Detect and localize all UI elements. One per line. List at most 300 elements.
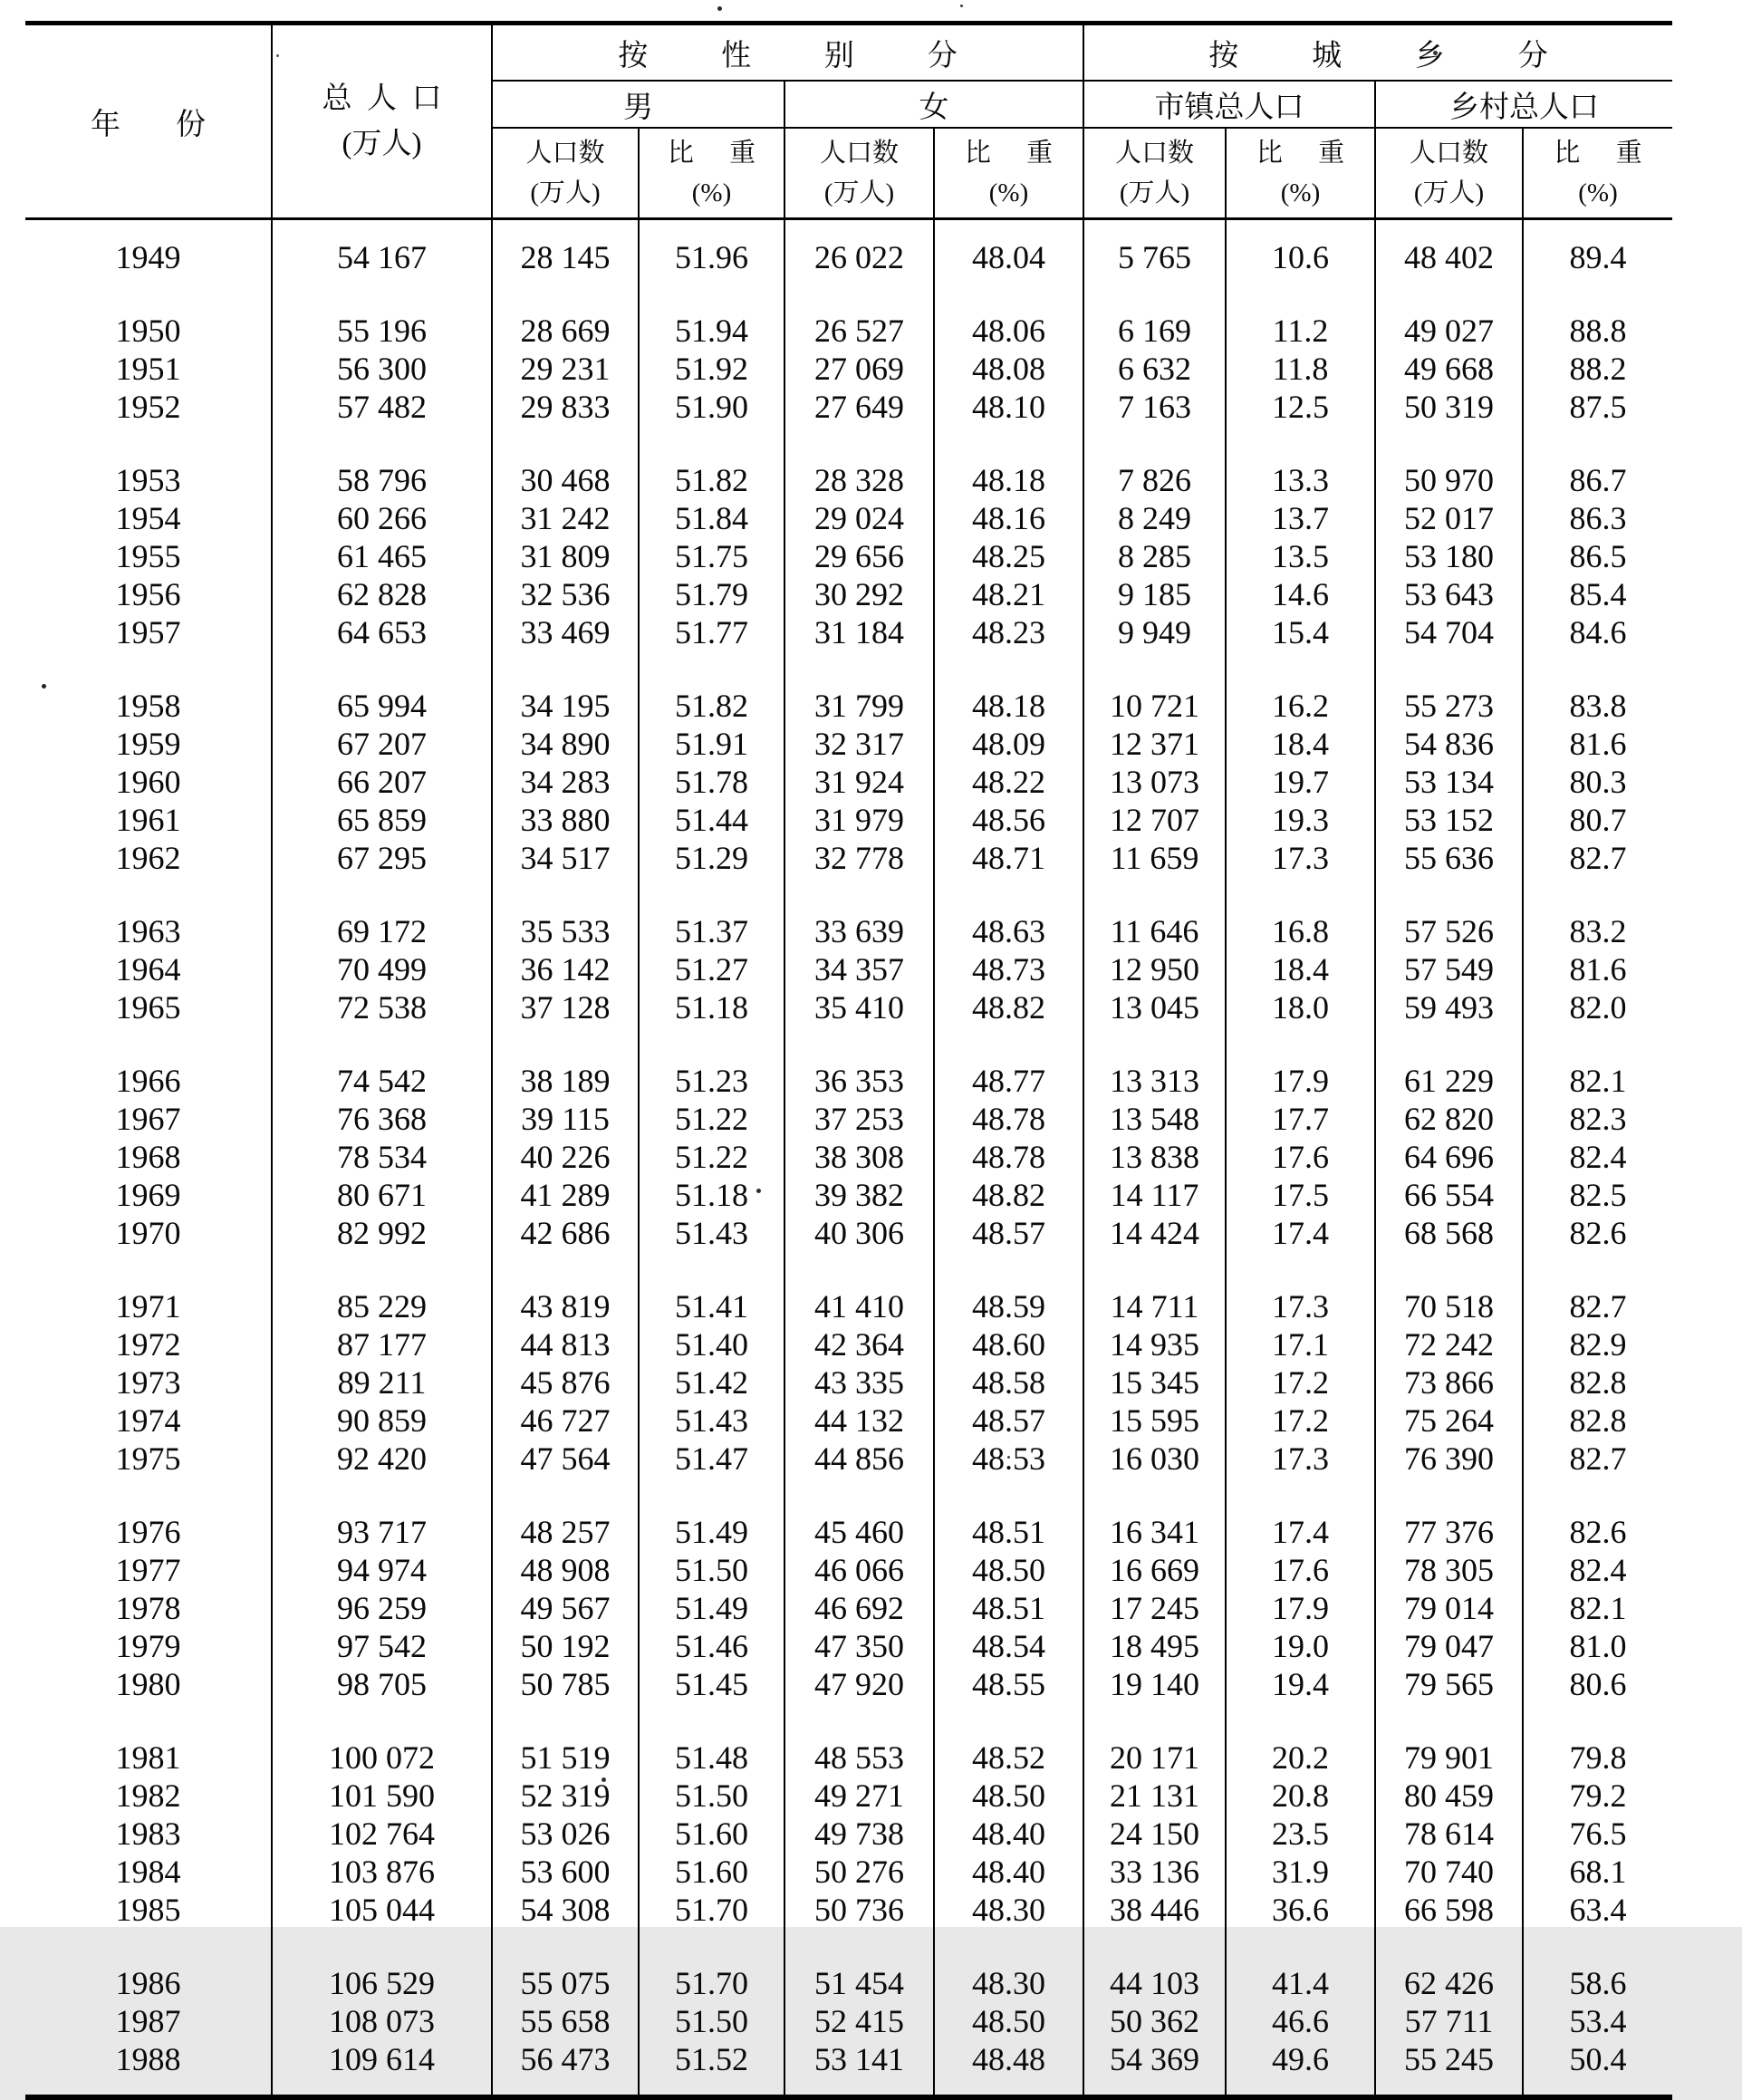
cell-value: 79.8	[1569, 1739, 1627, 1776]
table-row	[25, 1214, 1672, 1252]
cell-value: 45 460	[784, 1513, 934, 1551]
cell-value: 48.77	[934, 1062, 1083, 1100]
cell-value: 53 180	[1375, 537, 1523, 575]
cell-value: 79.2	[1569, 1777, 1627, 1814]
cell-value: 29 024	[784, 499, 934, 537]
spacer-cell	[1083, 2078, 1226, 2097]
spacer-cell	[272, 2078, 492, 2097]
cell-year: 1958	[25, 687, 272, 725]
cell-value: 51.22	[639, 1138, 784, 1176]
spacer-cell	[1523, 1929, 1672, 1964]
cell-year: 1951	[25, 350, 272, 388]
cell-value: 28 328	[784, 461, 934, 499]
cell-value: 48.54	[934, 1627, 1083, 1665]
cell-value: 80 459	[1375, 1777, 1523, 1815]
cell-value: 60 266	[272, 499, 492, 537]
cell-value: 49.6	[1226, 2040, 1375, 2078]
cell-value: 51.49	[639, 1589, 784, 1627]
cell-value: 30 468	[492, 461, 639, 499]
spacer-cell	[639, 877, 784, 912]
cell-value: 83.2	[1569, 913, 1627, 949]
cell-value: 50 736	[784, 1891, 934, 1929]
spacer-cell	[25, 877, 272, 912]
cell-value: 54 369	[1083, 2040, 1226, 2078]
cell-value: 54 308	[492, 1891, 639, 1929]
cell-value: 82.7	[1569, 840, 1627, 876]
cell-value: 48.60	[934, 1325, 1083, 1363]
cell-value: 17.3	[1226, 839, 1375, 877]
cell-value: 49 738	[784, 1815, 934, 1853]
table-row	[25, 1551, 1672, 1589]
cell-value: 105 044	[272, 1891, 492, 1929]
cell-value: 55 245	[1375, 2040, 1523, 2078]
cell-year: 1953	[25, 461, 272, 499]
cell-year: 1950	[25, 312, 272, 350]
cell-value: 48.06	[934, 312, 1083, 350]
cell-value: 51.44	[639, 801, 784, 839]
cell-value: 87 177	[272, 1325, 492, 1363]
cell-value: 51.84	[639, 499, 784, 537]
cell-value: 57 549	[1375, 950, 1523, 988]
cell-value: 85.4	[1569, 576, 1627, 612]
spacer-cell	[272, 1929, 492, 1964]
cell-value: 11 659	[1083, 839, 1226, 877]
cell-value: 88.8	[1569, 313, 1627, 349]
cell-value: 51.77	[639, 613, 784, 651]
cell-value: 34 357	[784, 950, 934, 988]
cell-value: 76 390	[1375, 1440, 1523, 1478]
cell-value: 51.37	[639, 912, 784, 950]
cell-year: 1954	[25, 499, 272, 537]
cell-value: 36 353	[784, 1062, 934, 1100]
spacer-cell	[1375, 219, 1523, 239]
spacer-cell	[1226, 651, 1375, 687]
cell-value: 7 826	[1083, 461, 1226, 499]
cell-value: 51.23	[639, 1062, 784, 1100]
cell-value: 48.30	[934, 1964, 1083, 2002]
cell-value: 51.50	[639, 2002, 784, 2040]
table-row	[25, 839, 1672, 877]
spacer-cell	[639, 426, 784, 461]
col-subheader-population-count: 人口数 (万人)	[1083, 128, 1226, 219]
cell-value: 51.82	[639, 687, 784, 725]
cell-value: 43 819	[492, 1287, 639, 1325]
cell-value: 74 542	[272, 1062, 492, 1100]
cell-value: 16 669	[1083, 1551, 1226, 1589]
cell-value: 98 705	[272, 1665, 492, 1703]
spacer-cell	[784, 219, 934, 239]
table-row	[25, 388, 1672, 426]
spacer-cell	[639, 1929, 784, 1964]
cell-value: 72 242	[1375, 1325, 1523, 1363]
col-header-total-population	[272, 24, 492, 219]
cell-year: 1986	[25, 1964, 272, 2002]
spacer-cell	[934, 276, 1083, 312]
spacer-cell	[25, 651, 272, 687]
cell-value: 42 686	[492, 1214, 639, 1252]
cell-year: 1988	[25, 2040, 272, 2078]
spacer-cell	[1375, 426, 1523, 461]
cell-year: 1964	[25, 950, 272, 988]
spacer-cell	[1226, 1703, 1375, 1739]
cell-value: 63.4	[1569, 1892, 1627, 1928]
spacer-cell	[1523, 1252, 1672, 1287]
cell-value: 82.4	[1569, 1139, 1627, 1175]
cell-value: 28 145	[492, 238, 639, 276]
spacer-cell	[272, 1478, 492, 1513]
cell-value: 102 764	[272, 1815, 492, 1853]
cell-value: 7 163	[1083, 388, 1226, 426]
cell-value: 48.82	[934, 988, 1083, 1026]
spacer-cell	[25, 276, 272, 312]
cell-value: 51.49	[639, 1513, 784, 1551]
spacer-cell	[639, 1703, 784, 1739]
cell-value: 9 185	[1083, 575, 1226, 613]
cell-value: 93 717	[272, 1513, 492, 1551]
cell-year: 1949	[25, 238, 272, 276]
cell-value: 16.2	[1226, 687, 1375, 725]
cell-value: 48.73	[934, 950, 1083, 988]
cell-value: 50 276	[784, 1853, 934, 1891]
cell-year: 1959	[25, 725, 272, 763]
cell-value: 96 259	[272, 1589, 492, 1627]
spacer-cell	[272, 276, 492, 312]
cell-year: 1968	[25, 1138, 272, 1176]
spacer-cell	[1226, 1478, 1375, 1513]
cell-value: 82.8	[1569, 1402, 1627, 1439]
cell-value: 48.23	[934, 613, 1083, 651]
cell-value: 82.3	[1569, 1101, 1627, 1137]
cell-value: 51.50	[639, 1777, 784, 1815]
spacer-cell	[784, 877, 934, 912]
cell-value: 44 813	[492, 1325, 639, 1363]
col-header-total-line1: 总 人 口	[322, 82, 442, 115]
cell-year: 1987	[25, 2002, 272, 2040]
cell-value: 48.40	[934, 1853, 1083, 1891]
cell-value: 81.6	[1569, 951, 1627, 987]
cell-value: 48.40	[934, 1815, 1083, 1853]
cell-value: 31 924	[784, 763, 934, 801]
spacer-row	[25, 426, 1672, 461]
cell-value: 57 526	[1375, 912, 1523, 950]
cell-value: 51.43	[639, 1214, 784, 1252]
cell-value: 51.78	[639, 763, 784, 801]
spacer-cell	[272, 877, 492, 912]
cell-value: 14 117	[1083, 1176, 1226, 1214]
cell-value: 79 901	[1375, 1739, 1523, 1777]
table-row	[25, 1777, 1672, 1815]
cell-value: 75 264	[1375, 1402, 1523, 1440]
cell-year: 1965	[25, 988, 272, 1026]
cell-value: 65 994	[272, 687, 492, 725]
cell-value: 80.7	[1569, 802, 1627, 838]
cell-value: 81.0	[1569, 1628, 1627, 1664]
cell-value: 62 426	[1375, 1964, 1523, 2002]
cell-value: 94 974	[272, 1551, 492, 1589]
cell-value: 35 410	[784, 988, 934, 1026]
spacer-cell	[25, 1929, 272, 1964]
cell-year: 1983	[25, 1815, 272, 1853]
cell-value: 51.82	[639, 461, 784, 499]
spacer-cell	[492, 2078, 639, 2097]
table-row	[25, 1627, 1672, 1665]
spacer-cell	[1083, 1929, 1226, 1964]
table-row	[25, 1513, 1672, 1551]
cell-value: 86.5	[1569, 538, 1627, 574]
table-row	[25, 1440, 1672, 1478]
cell-value: 86.7	[1569, 462, 1627, 498]
spacer-cell	[1083, 1026, 1226, 1062]
spacer-cell	[1226, 219, 1375, 239]
cell-value: 17.1	[1226, 1325, 1375, 1363]
cell-value: 51.50	[639, 1551, 784, 1589]
cell-value: 21 131	[1083, 1777, 1226, 1815]
cell-value: 48.10	[934, 388, 1083, 426]
cell-value: 65 859	[272, 801, 492, 839]
cell-value: 53 141	[784, 2040, 934, 2078]
cell-value: 54 836	[1375, 725, 1523, 763]
cell-value: 108 073	[272, 2002, 492, 2040]
cell-value: 40 306	[784, 1214, 934, 1252]
population-table	[25, 21, 1672, 2100]
cell-year: 1970	[25, 1214, 272, 1252]
cell-year: 1975	[25, 1440, 272, 1478]
table-row	[25, 312, 1672, 350]
cell-year: 1974	[25, 1402, 272, 1440]
cell-value: 85 229	[272, 1287, 492, 1325]
spacer-cell	[1523, 1026, 1672, 1062]
cell-year: 1962	[25, 839, 272, 877]
cell-value: 18.4	[1226, 725, 1375, 763]
cell-value: 15 345	[1083, 1363, 1226, 1402]
cell-value: 12 371	[1083, 725, 1226, 763]
cell-value: 48.25	[934, 537, 1083, 575]
cell-value: 34 517	[492, 839, 639, 877]
cell-value: 49 027	[1375, 312, 1523, 350]
cell-value: 19.4	[1226, 1665, 1375, 1703]
spacer-cell	[272, 1026, 492, 1062]
cell-value: 11.8	[1226, 350, 1375, 388]
col-header-total-unit: (万人)	[342, 128, 422, 160]
cell-year: 1971	[25, 1287, 272, 1325]
col-header-year: 年 份	[25, 24, 272, 219]
cell-year: 1952	[25, 388, 272, 426]
cell-value: 29 656	[784, 537, 934, 575]
spacer-cell	[1523, 651, 1672, 687]
spacer-cell	[25, 1703, 272, 1739]
cell-value: 97 542	[272, 1627, 492, 1665]
spacer-cell	[492, 1703, 639, 1739]
cell-value: 53 600	[492, 1853, 639, 1891]
cell-value: 50 785	[492, 1665, 639, 1703]
cell-value: 10.6	[1226, 238, 1375, 276]
cell-year: 1976	[25, 1513, 272, 1551]
col-header-female: 女	[784, 81, 1083, 128]
cell-value: 51.92	[639, 350, 784, 388]
cell-value: 29 231	[492, 350, 639, 388]
cell-value: 16 341	[1083, 1513, 1226, 1551]
cell-value: 48.18	[934, 461, 1083, 499]
cell-value: 61 229	[1375, 1062, 1523, 1100]
cell-value: 103 876	[272, 1853, 492, 1891]
cell-value: 48.18	[934, 687, 1083, 725]
spacer-row	[25, 276, 1672, 312]
spacer-cell	[784, 1703, 934, 1739]
cell-value: 82.7	[1569, 1288, 1627, 1325]
spacer-cell	[1375, 1703, 1523, 1739]
cell-value: 32 536	[492, 575, 639, 613]
cell-value: 62 820	[1375, 1100, 1523, 1138]
cell-value: 33 880	[492, 801, 639, 839]
cell-value: 17.6	[1226, 1551, 1375, 1589]
cell-value: 49 668	[1375, 350, 1523, 388]
cell-value: 17.9	[1226, 1062, 1375, 1100]
cell-value: 51.70	[639, 1891, 784, 1929]
cell-value: 13.7	[1226, 499, 1375, 537]
cell-value: 51.43	[639, 1402, 784, 1440]
cell-value: 16 030	[1083, 1440, 1226, 1478]
spacer-row	[25, 1929, 1672, 1964]
cell-year: 1981	[25, 1739, 272, 1777]
table-row	[25, 1176, 1672, 1214]
table-row	[25, 725, 1672, 763]
cell-value: 15.4	[1226, 613, 1375, 651]
spacer-cell	[934, 219, 1083, 239]
cell-value: 27 649	[784, 388, 934, 426]
cell-value: 44 856	[784, 1440, 934, 1478]
cell-value: 47 920	[784, 1665, 934, 1703]
cell-value: 14 711	[1083, 1287, 1226, 1325]
cell-value: 17.3	[1226, 1440, 1375, 1478]
spacer-cell	[639, 276, 784, 312]
cell-value: 31 979	[784, 801, 934, 839]
cell-value: 48.59	[934, 1287, 1083, 1325]
cell-year: 1973	[25, 1363, 272, 1402]
cell-value: 5 765	[1083, 238, 1226, 276]
cell-value: 51.60	[639, 1815, 784, 1853]
spacer-cell	[1523, 426, 1672, 461]
spacer-cell	[639, 2078, 784, 2097]
spacer-cell	[784, 1929, 934, 1964]
cell-value: 51.41	[639, 1287, 784, 1325]
cell-year: 1977	[25, 1551, 272, 1589]
cell-value: 51.90	[639, 388, 784, 426]
cell-year: 1960	[25, 763, 272, 801]
cell-value: 13 548	[1083, 1100, 1226, 1138]
cell-value: 48.56	[934, 801, 1083, 839]
cell-value: 34 283	[492, 763, 639, 801]
cell-value: 18.0	[1226, 988, 1375, 1026]
cell-value: 87.5	[1569, 389, 1627, 425]
cell-value: 55 196	[272, 312, 492, 350]
cell-value: 34 890	[492, 725, 639, 763]
spacer-cell	[25, 1252, 272, 1287]
spacer-cell	[934, 877, 1083, 912]
cell-value: 51.79	[639, 575, 784, 613]
table-row	[25, 687, 1672, 725]
cell-value: 17.4	[1226, 1513, 1375, 1551]
table-row	[25, 1891, 1672, 1929]
cell-value: 51.40	[639, 1325, 784, 1363]
table-row	[25, 1062, 1672, 1100]
spacer-cell	[1226, 1929, 1375, 1964]
cell-value: 52 415	[784, 2002, 934, 2040]
table-row	[25, 499, 1672, 537]
cell-value: 42 364	[784, 1325, 934, 1363]
cell-value: 68 568	[1375, 1214, 1523, 1252]
spacer-cell	[492, 1929, 639, 1964]
spacer-cell	[1523, 1478, 1672, 1513]
cell-value: 30 292	[784, 575, 934, 613]
spacer-cell	[784, 426, 934, 461]
cell-value: 49 567	[492, 1589, 639, 1627]
cell-value: 55 636	[1375, 839, 1523, 877]
cell-value: 36.6	[1226, 1891, 1375, 1929]
cell-value: 50 970	[1375, 461, 1523, 499]
cell-year: 1955	[25, 537, 272, 575]
cell-value: 48.51	[934, 1589, 1083, 1627]
cell-value: 17.7	[1226, 1100, 1375, 1138]
spacer-cell	[1226, 276, 1375, 312]
cell-value: 51.96	[639, 238, 784, 276]
cell-value: 12 950	[1083, 950, 1226, 988]
cell-year: 1982	[25, 1777, 272, 1815]
col-header-male: 男	[492, 81, 784, 128]
spacer-cell	[784, 276, 934, 312]
cell-value: 82.7	[1569, 1440, 1627, 1477]
cell-value: 13.5	[1226, 537, 1375, 575]
cell-year: 1980	[25, 1665, 272, 1703]
cell-value: 89 211	[272, 1363, 492, 1402]
table-row	[25, 537, 1672, 575]
cell-value: 12 707	[1083, 801, 1226, 839]
spacer-cell	[784, 1026, 934, 1062]
spacer-cell	[1375, 1026, 1523, 1062]
cell-value: 51.46	[639, 1627, 784, 1665]
cell-value: 34 195	[492, 687, 639, 725]
cell-value: 88.2	[1569, 351, 1627, 387]
cell-value: 48.50	[934, 1551, 1083, 1589]
cell-value: 9 949	[1083, 613, 1226, 651]
spacer-cell	[1226, 426, 1375, 461]
cell-value: 81.6	[1569, 726, 1627, 762]
cell-value: 82.9	[1569, 1326, 1627, 1363]
header-row-groups	[25, 24, 1672, 82]
cell-value: 51.94	[639, 312, 784, 350]
cell-value: 6 632	[1083, 350, 1226, 388]
cell-value: 82.1	[1569, 1063, 1627, 1099]
cell-value: 13 838	[1083, 1138, 1226, 1176]
cell-value: 48.53	[934, 1440, 1083, 1478]
cell-value: 80 671	[272, 1176, 492, 1214]
cell-value: 17.2	[1226, 1402, 1375, 1440]
spacer-cell	[492, 1252, 639, 1287]
cell-value: 38 308	[784, 1138, 934, 1176]
cell-year: 1963	[25, 912, 272, 950]
cell-value: 48.58	[934, 1363, 1083, 1402]
cell-value: 92 420	[272, 1440, 492, 1478]
cell-value: 39 115	[492, 1100, 639, 1138]
cell-value: 78 534	[272, 1138, 492, 1176]
cell-value: 53 643	[1375, 575, 1523, 613]
cell-value: 11 646	[1083, 912, 1226, 950]
spacer-cell	[1226, 1252, 1375, 1287]
cell-value: 20 171	[1083, 1739, 1226, 1777]
cell-value: 43 335	[784, 1363, 934, 1402]
spacer-row	[25, 1252, 1672, 1287]
col-header-rural-total: 乡村总人口	[1375, 81, 1672, 128]
cell-year: 1985	[25, 1891, 272, 1929]
